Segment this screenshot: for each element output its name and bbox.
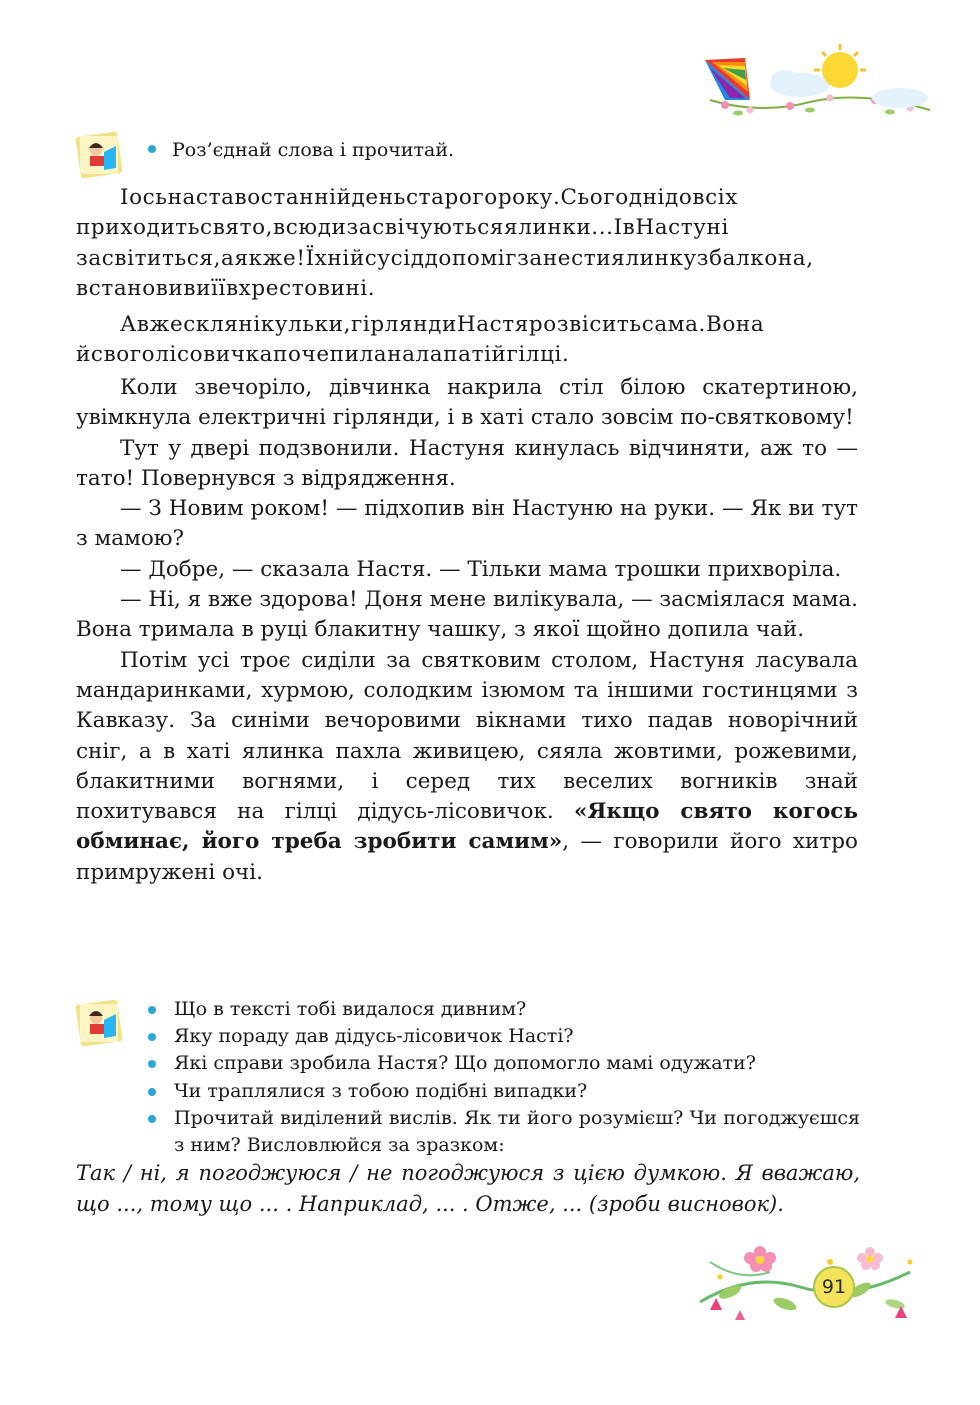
story-paragraph: Коли звечоріло, дівчинка накрила стіл білою скатертиною, увімкнула електричні гірлянди, і в хаті стало зовсім по-святковому! [76, 375, 858, 431]
bullet-icon [148, 1006, 156, 1014]
story-paragraph: — З Новим роком! — підхопив він Настуню на руки. — Як ви тут з мамою? [76, 496, 858, 552]
story-paragraph-last: Потім усі троє сиділи за святковим столом, Настуня ласувала мандаринками, хурмою, солодким ізюмом та іншими гостинцями з Кавказу. За синіми вечоровими вікнами тихо падав новорічний сніг, а в хаті ялинка пахла живицею, сяяла жовтими, рожевими, блакитними вогнями, і серед тих веселих вогників знай похитувався на гілці дідусь-лісовичок. «Якщо свято когось обминає, його треба зробити самим», — говорили його хитро примружені очі. [76, 647, 858, 885]
story-paragraph: — Добре, — сказала Настя. — Тільки мама трошки прихворіла. [120, 556, 842, 582]
bullet-icon [148, 1060, 156, 1068]
page-number: 91 [813, 1266, 855, 1308]
bullet-icon [148, 1088, 156, 1096]
bullet-icon [148, 145, 156, 153]
question-list [148, 996, 860, 1159]
question-item: Які справи зробила Настя? Що допомогло мамі одужати? [148, 1050, 860, 1077]
highlighted-saying: «Якщо свято когось обминає, його треба зробити самим» [76, 799, 858, 855]
flower-decoration [690, 1232, 920, 1324]
story-paragraph: Тут у двері подзвонили. Настуня кинулась відчиняти, аж то — тато! Повернувся з відрядження. [76, 435, 858, 491]
merged-paragraph: Іосьнаставостаннійденьстарогороку.Сьогоднідовсіх приходитьсвято,всюдизасвічуютьсяялинки...ІвНастуні засвітиться,аякже!Їхнійсусіддопомігзанестиялинкузбалкона, встановивиїївхрестовині. [76, 185, 814, 301]
answer-template: Так / ні, я погоджуюся / не погоджуюся з цією думкою. Я вважаю, що ..., тому що ... . Наприклад, ... . Отже, ... (зроби висновок). [76, 1161, 860, 1216]
task-notebook-icon [74, 996, 124, 1048]
question-item: Що в тексті тобі видалося дивним? [148, 996, 860, 1023]
merged-words-text [76, 183, 858, 371]
bullet-icon [148, 1115, 156, 1123]
task-notebook-icon [74, 128, 124, 180]
question-item: Прочитай виділений вислів. Як ти його розумієш? Чи погоджуєшся з ним? Висловлюйся за зразком: [148, 1105, 860, 1159]
kite-and-sun-decoration [690, 40, 950, 140]
question-item: Яку пораду дав дідусь-лісовичок Насті? [148, 1023, 860, 1050]
bullet-icon [148, 1033, 156, 1041]
question-item: Чи траплялися з тобою подібні випадки? [148, 1078, 860, 1105]
story-text [76, 373, 858, 888]
story-paragraph: — Ні, я вже здорова! Доня мене вилікувала, — засміялася мама. Вона тримала в руці блакитну чашку, з якої щойно допила чай. [76, 587, 859, 643]
task-instruction: Роз’єднай слова і прочитай. [148, 137, 454, 164]
merged-paragraph: Авжесклянікульки,гірляндиНастярозвіситьсама.Вона йсвоголісовичкапочепиланалапатійгілці. [76, 312, 765, 368]
rainbow-kite-icon [705, 58, 750, 100]
